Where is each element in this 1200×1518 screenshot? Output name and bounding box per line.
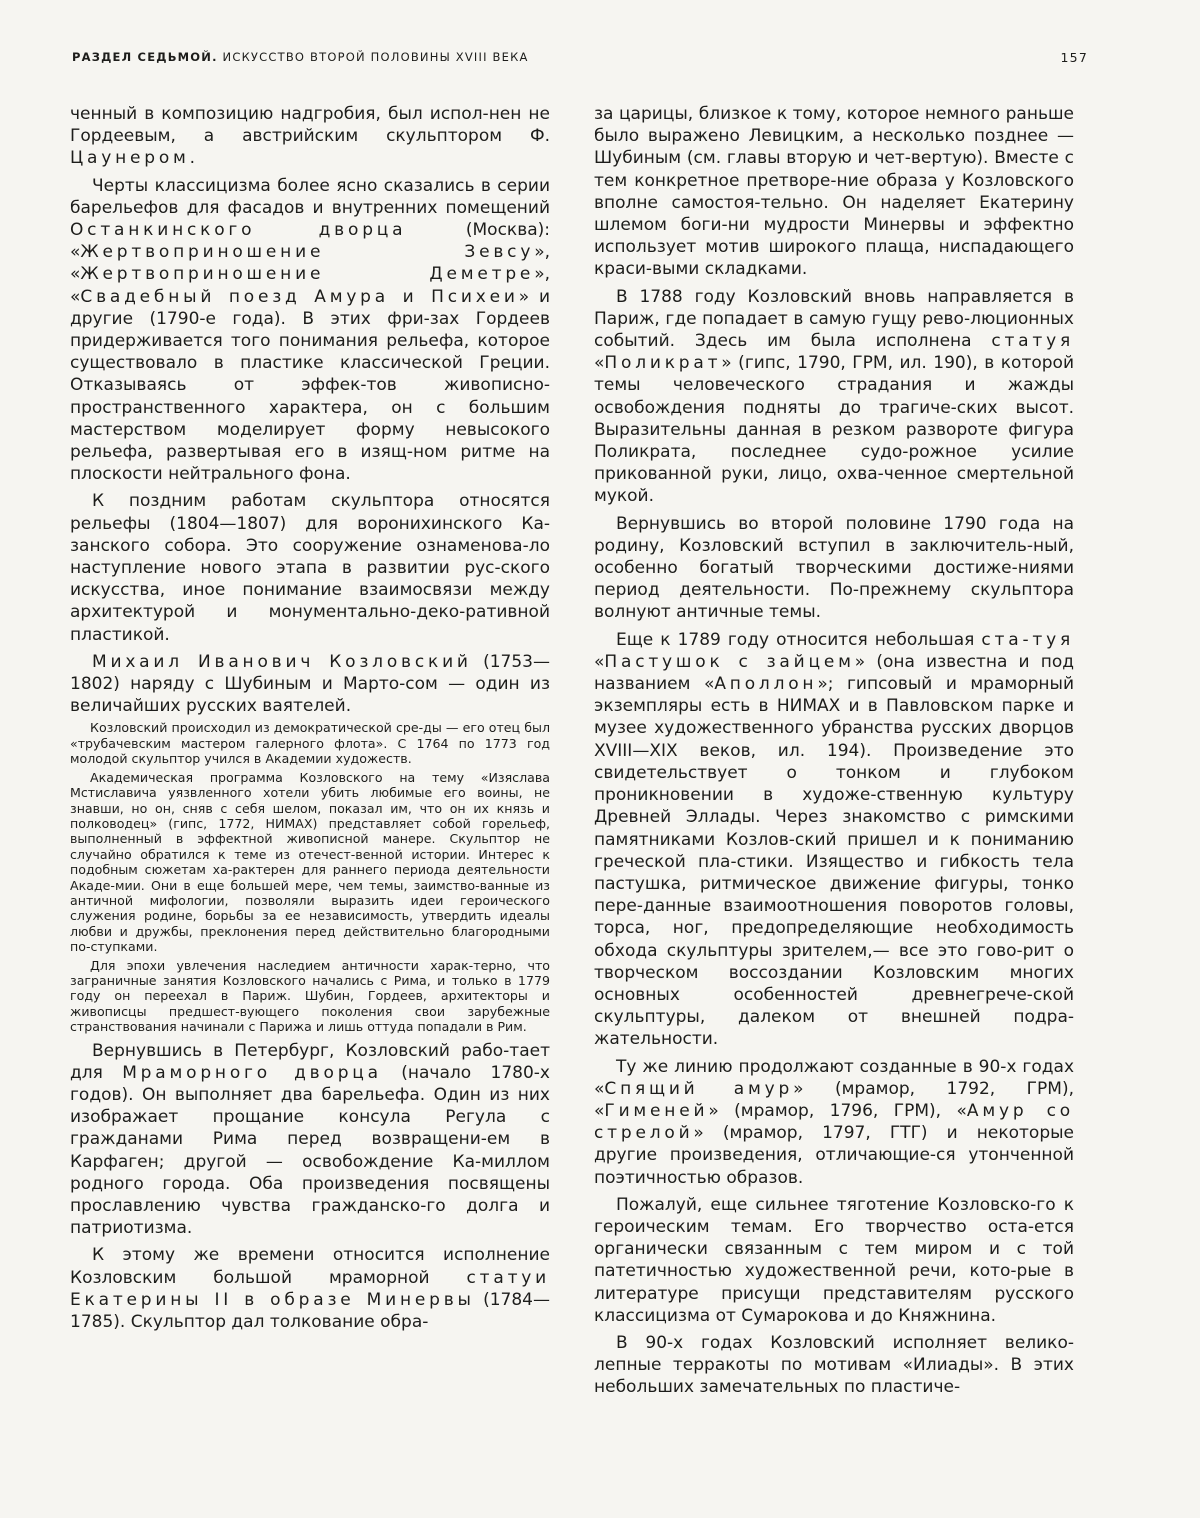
text-run: « <box>594 651 605 672</box>
emphasized-text: Спящий амур <box>604 1078 794 1099</box>
footnote-paragraph: Академическая программа Козловского на тему «Изяслава Мстиславича уязвленного хотели убить любимые его воины, не знавши, но он, сняв с себя шелом, показал им, что он их князь и полководец» (гипс, 1772, НИМАХ) представляет собой горельеф, выполненный в эффектной живописной манере. Скульптор не случайно обратился к теме из отечест-венной истории. Интерес к подобным сюжетам ха-рактерен для раннего периода деятельности Акаде-мии. Они в еще большей мере, чем темы, заимство-ванные из античной мифологии, позволяли выразить идеи героического служения родине, борьбы за ее независимость, утвердить идеалы любви и дружбы, преклонения перед действительно благородными по-ступками. <box>70 769 550 955</box>
text-run: К этому же времени относится исполнение Козловским большой мраморной <box>70 1245 550 1288</box>
paragraph <box>594 1332 1074 1399</box>
footnote-paragraph: Для эпохи увлечения наследием античности харак-терно, что заграничные занятия Козловского начались с Рима, и только в 1779 году он переехал в Париж. Шубин, Гордеев, архитекторы и живописцы предшест-вующего поколения свои зарубежные странствования начинали с Парижа и лишь оттуда попадали в Рим. <box>70 957 550 1035</box>
paragraph <box>594 513 1074 624</box>
emphasized-text: Жертвоприношение Деметре <box>80 264 535 285</box>
emphasized-text: Амур со стрелой <box>594 1100 1075 1144</box>
footnote-paragraph: Козловский происходил из демократической сре-ды — его отец был «трубачевским мастером галерного флота». С 1764 по 1773 год молодой скульптор учился в Академии художеств. <box>70 720 550 767</box>
text-run: (начало 1780-х годов). Он выполняет два барельефа. Один из них изображает прощание консула Регула с гражданами Рима перед возвращени-ем в Карфаген; другой — освобождение Ка-миллом родного города. Оба произведения посвящены прославлению чувства гражданско-го долга и патриотизма. <box>70 1062 550 1239</box>
paragraph <box>70 1244 550 1333</box>
text-run: (1784—1785). Скульптор дал толкование обра- <box>70 1289 550 1333</box>
paragraph <box>594 1056 1074 1189</box>
emphasized-text: Михаил Иванович Козловский <box>92 651 472 672</box>
page-number: 157 <box>1060 50 1088 65</box>
text-run: (Москва): « <box>70 220 550 263</box>
text-run: (1753—1802) наряду с Шубиным и Марто-сом — один из величайших русских ваятелей. <box>70 651 550 717</box>
emphasized-text: Мраморного дворца <box>122 1062 382 1083</box>
text-run: « <box>594 353 605 374</box>
running-header <box>72 50 1088 74</box>
text-run: Пожалуй, еще сильнее тяготение Козловско-го к героическим темам. Его творчество оста-ется органически связанным с тем миром и с той патетичностью художественной речи, кото-рые в литературе присущи представителям русского классицизма от Сумарокова и до Княжнина. <box>594 1194 1074 1326</box>
text-run: Еще к 1789 году относится небольшая <box>616 629 982 650</box>
text-run: Вернувшись во второй половине 1790 года на родину, Козловский вступил в заключитель-ный, особенно богатый творческими достиже-ниями период деятельности. По-прежнему скульптора волнуют античные темы. <box>594 513 1074 623</box>
text-run: » (мрамор, 1796, ГРМ), « <box>708 1100 967 1121</box>
left-main-text <box>70 103 550 717</box>
emphasized-text: Аполлон <box>714 674 818 695</box>
text-run: Черты классицизма более ясно сказались в серии барельефов для фасадов и внутренних помещений <box>70 175 550 218</box>
paragraph <box>594 629 1074 1051</box>
emphasized-text: статуя <box>991 331 1074 352</box>
text-run: », « <box>70 242 550 285</box>
paragraph <box>70 651 550 718</box>
left-continued-text <box>70 1040 550 1334</box>
footnote-block <box>70 720 550 1034</box>
emphasized-text: Жертвоприношение Зевсу <box>80 242 535 263</box>
text-run: Вернувшись в Петербург, Козловский рабо-тает для <box>70 1040 550 1083</box>
paragraph <box>70 103 550 170</box>
emphasized-text: Поликрат <box>604 353 722 374</box>
left-column <box>70 103 550 1333</box>
emphasized-text: статуи Екатерины II в образе Минервы <box>70 1267 550 1310</box>
text-run: ченный в композицию надгробия, был испол-нен не Гордеевым, а австрийским скульптором Ф. <box>70 104 550 147</box>
text-run: » (она известна и под названием « <box>594 651 1075 695</box>
text-run: » и другие (1790-е года). В этих фри-зах Гордеев придерживается того понимания рельефа, которое существовало в пластике классической Греции. Отказываясь от эффек-тов живописно-пространственного характера, он с большим мастерством моделирует форму невысокого рельефа, развертывая его в изящ-ном ритме на плоскости нейтрального фона. <box>70 286 550 485</box>
section-subtitle: ИСКУССТВО ВТОРОЙ ПОЛОВИНЫ XVIII ВЕКА <box>222 50 529 64</box>
emphasized-text: Цаунером <box>70 148 190 169</box>
text-run: . <box>189 148 196 169</box>
paragraph <box>70 1040 550 1240</box>
text-run: », « <box>70 264 550 307</box>
text-run: » (гипс, 1790, ГРМ, ил. 190), в которой темы человеческого страдания и жажды освобождения подняты до трагиче-ских высот. Выразительны данная в резком развороте фигура Поликрата, последнее судо-рожное усилие прикованной руки, лицо, охва-ченное смертельной мукой. <box>594 353 1074 507</box>
text-run: » (мрамор, 1797, ГТГ) и некоторые другие произведения, отличающие-ся утонченной поэтичностью образов. <box>594 1123 1074 1188</box>
text-run: за царицы, близкое к тому, которое немного раньше было выражено Левицким, а несколько позднее — Шубиным (см. главы вторую и чет-вертую). Вместе с тем конкретное претворе-ние образа у Козловского вполне самостоя-тельно. Он наделяет Екатерину шлемом боги-ни мудрости Минервы и эффектно использует мотив широкого плаща, ниспадающего краси-выми складками. <box>594 104 1074 280</box>
section-label: РАЗДЕЛ СЕДЬМОЙ. <box>72 50 218 64</box>
paragraph <box>70 490 550 645</box>
emphasized-text: Свадебный поезд Амура и Психеи <box>80 286 519 307</box>
paragraph <box>594 103 1074 281</box>
paragraph <box>70 175 550 486</box>
emphasized-text: ста-туя <box>981 629 1074 650</box>
text-run: Ту же линию продолжают созданные в 90-х годах « <box>594 1056 1074 1099</box>
text-run: »; гипсовый и мраморный экземпляры есть в НИМАХ и в Павловском парке и музее художественного убранства русских дворцов XVIII—XIX веков, ил. 194). Произведение это свидетельствует о тонком и глубоком проникновении в художе-ственную культуру Древней Эллады. Через знакомство с римскими памятниками Козлов-ский пришел и к пониманию греческой пла-стики. Изящество и гибкость тела пастушка, ритмическое движение фигуры, тонко пере-данные взаимоотношения поворотов головы, торса, ног, предопределяющие необходимость обхода скульптуры зрителем,— все это гово-рит о творческом воссоздании Козловским многих основных особенностей древнегрече-ской скульптуры, далеком от внешней подра-жательности. <box>594 674 1074 1050</box>
text-run: К поздним работам скульптора относятся рельефы (1804—1807) для воронихинского Ка-занского собора. Это сооружение ознаменова-ло наступление нового этапа в развитии рус-ского искусства, иное понимание взаимосвязи между архитектурой и монументально-деко-ративной пластикой. <box>70 491 550 645</box>
text-run: В 1788 году Козловский вновь направляется в Париж, где попадает в самую гущу рево-люционных событий. Здесь им была исполнена <box>594 286 1074 352</box>
right-column <box>594 103 1074 1399</box>
emphasized-text: Гименей <box>604 1100 709 1121</box>
emphasized-text: Пастушок с зайцем <box>604 651 855 672</box>
text-run: » (мрамор, 1792, ГРМ), « <box>594 1078 1074 1121</box>
paragraph <box>594 286 1074 508</box>
paragraph <box>594 1194 1074 1327</box>
text-run: В 90-х годах Козловский исполняет велико-лепные терракоты по мотивам «Илиады». В этих небольших замечательных по пластиче- <box>594 1332 1074 1398</box>
emphasized-text: Останкинского дворца <box>70 220 407 241</box>
right-main-text <box>594 103 1074 1399</box>
